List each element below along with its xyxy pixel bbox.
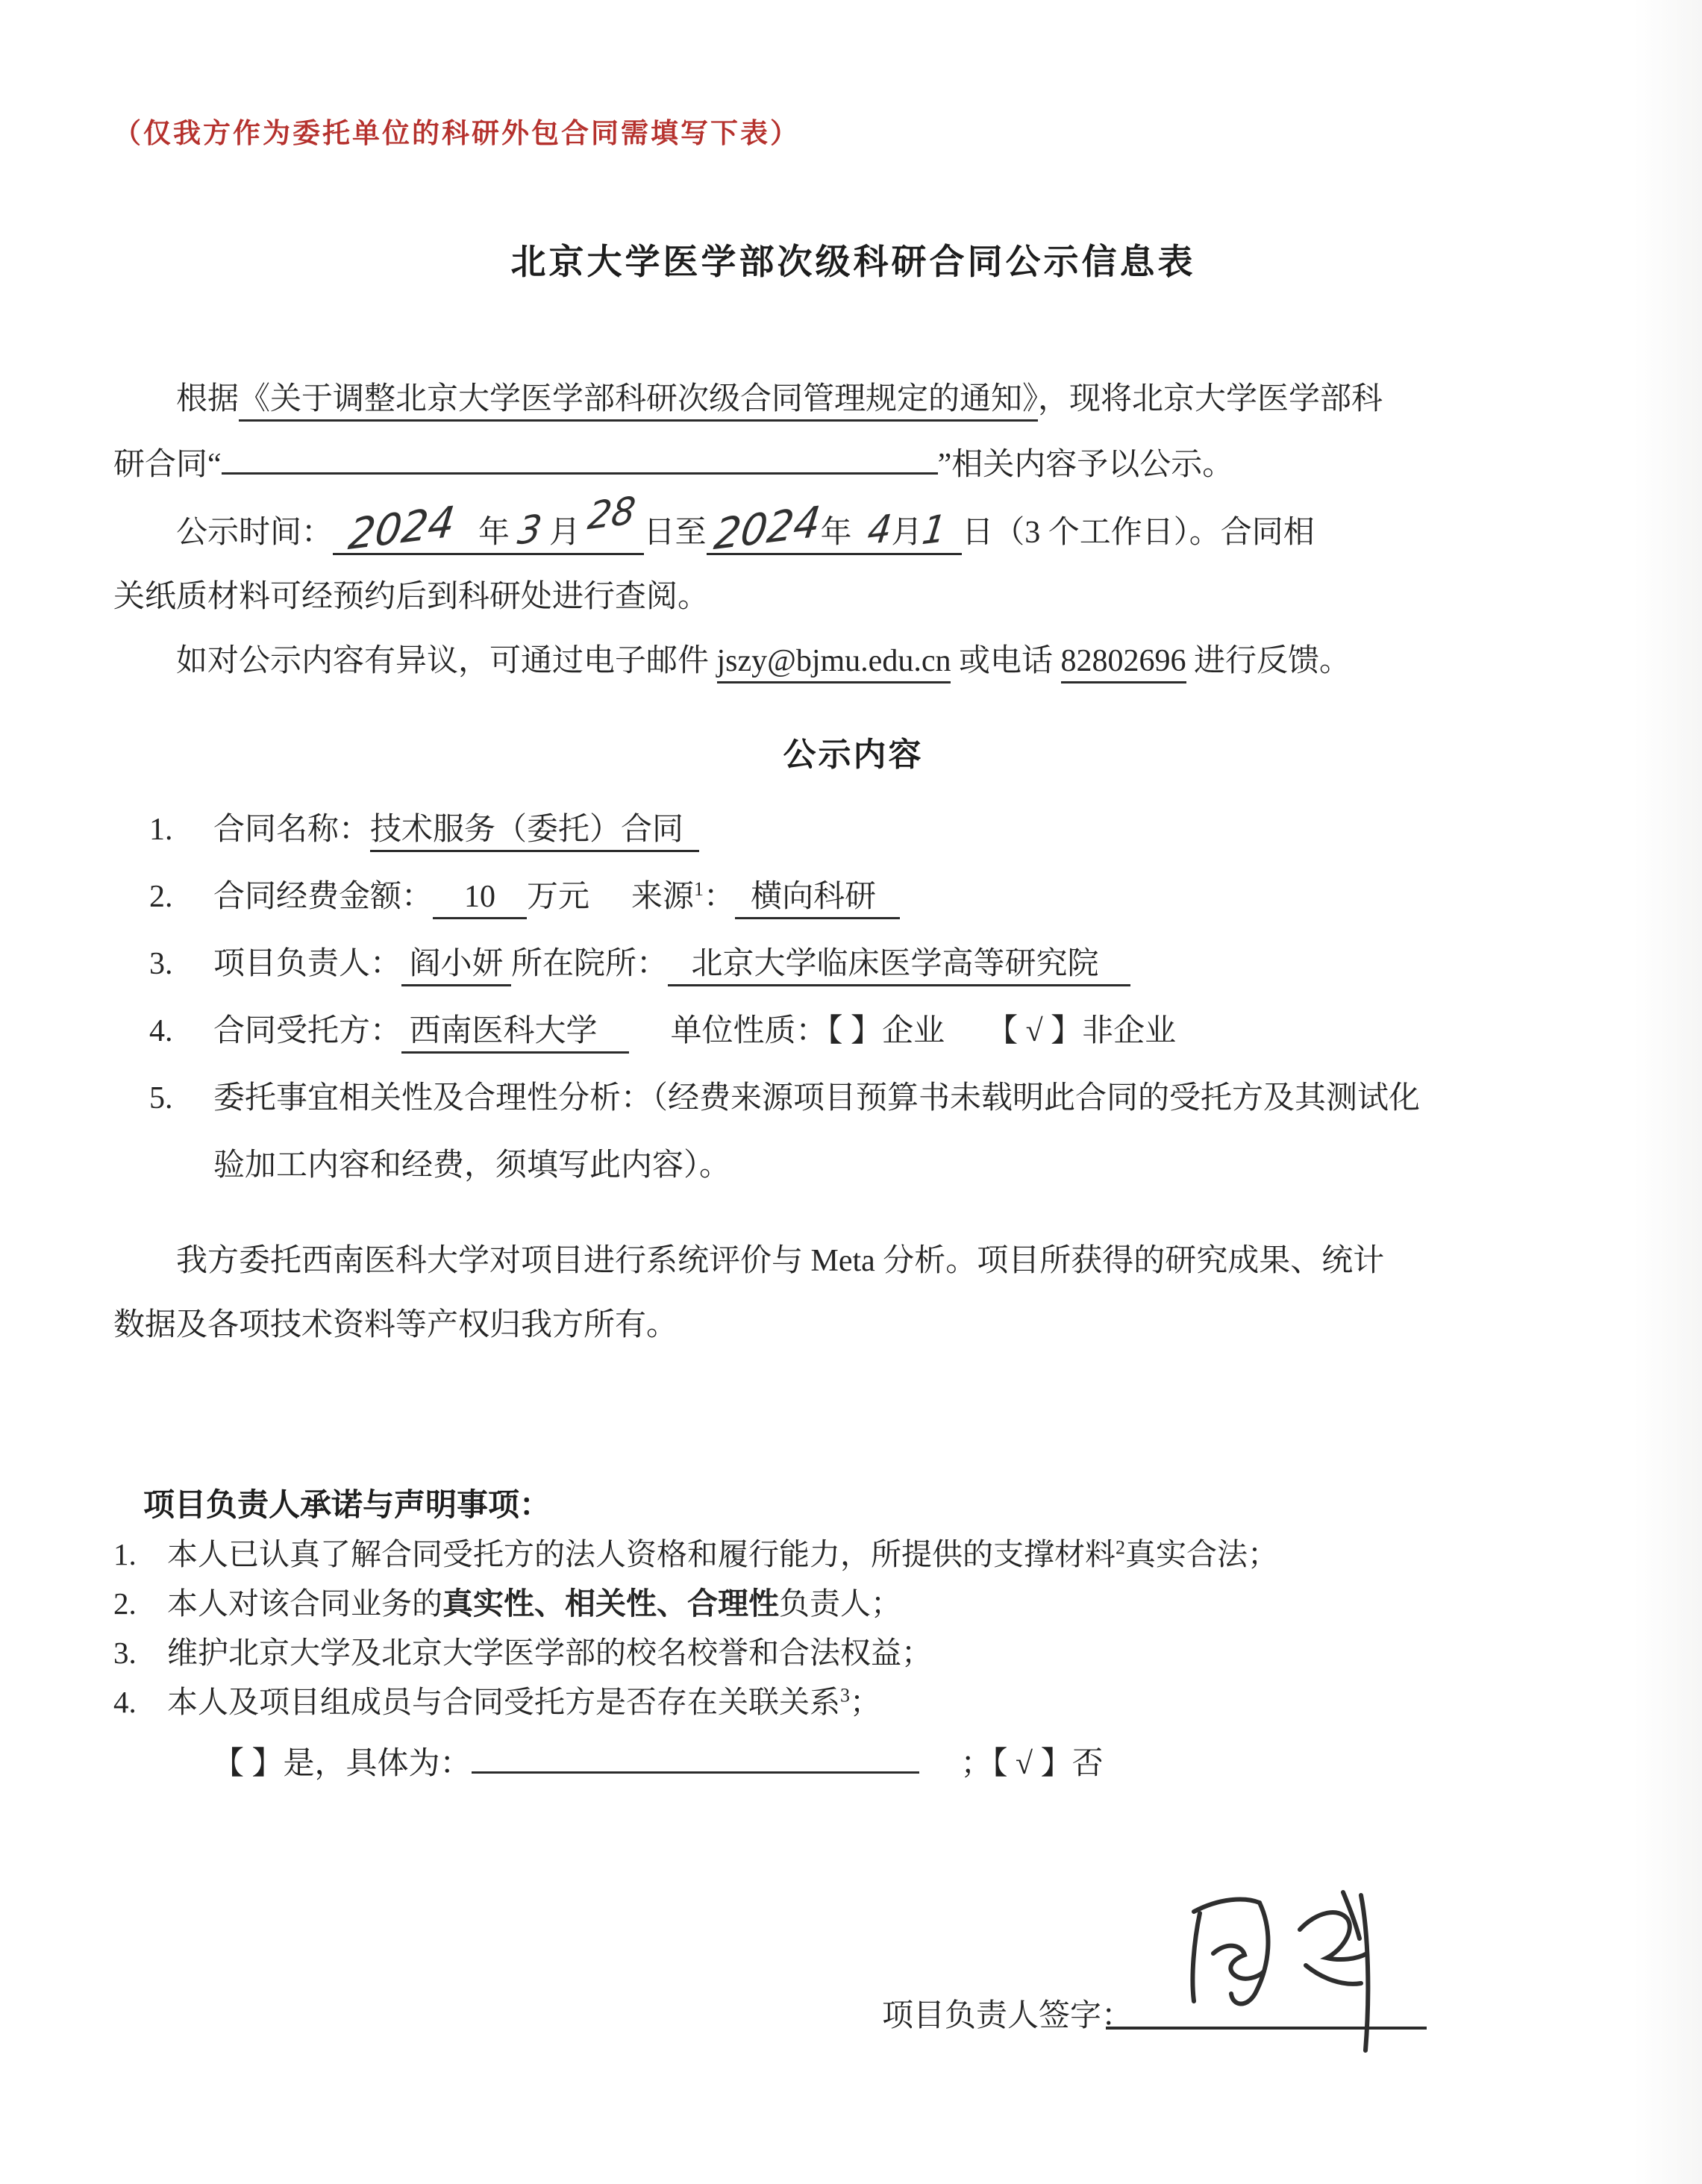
handwritten-day-start: 28 (585, 488, 639, 539)
period-line1-tail: 日（3 个工作日）。合同相 (962, 516, 1315, 550)
decl2-tail: 负责人； (779, 1586, 901, 1621)
item-number: 4. (149, 1014, 173, 1048)
declaration-heading: 项目负责人承诺与声明事项： (143, 1489, 551, 1523)
period-mid: 日至 (643, 516, 707, 550)
unit-month: 月 (548, 516, 581, 550)
no-label: 否 (1071, 1747, 1104, 1781)
item-number: 2. (149, 880, 173, 914)
unit-month: 月 (891, 516, 923, 550)
item-label: 合同经费金额： (213, 880, 434, 914)
funding-amount-value (433, 880, 527, 919)
item-number: 2. (113, 1586, 137, 1621)
institute-label: 所在院所： (511, 947, 669, 981)
funding-source-text: 横向科研 (751, 880, 877, 914)
disclosure-heading: 公示内容 (783, 736, 924, 773)
period-end-blank (707, 497, 963, 560)
intro-paragraph (113, 366, 1593, 498)
checkbox-no-checked: 【 √ 】 (992, 1747, 1072, 1781)
feedback-mid: 或电话 (951, 644, 1061, 678)
decl4-tail: ； (850, 1685, 880, 1719)
option-enterprise: 企业 (882, 1014, 945, 1048)
decl2-pre: 本人对该合同业务的 (167, 1586, 442, 1621)
item-number: 5. (149, 1081, 173, 1116)
declaration-list (113, 1530, 1593, 1727)
relation-semicolon: ； (960, 1747, 992, 1781)
item-number: 1. (149, 813, 173, 847)
feedback-paragraph (113, 629, 1593, 693)
intro-line-1 (113, 366, 1593, 432)
relation-detail-blank (472, 1739, 919, 1774)
unit-year: 年 (478, 516, 510, 550)
checkbox-non-enterprise-checked: 【 √ 】 (986, 1014, 1083, 1048)
footnote-marker-1: 1 (694, 878, 704, 900)
decl3-text: 维护北京大学及北京大学医学部的校名校誉和合法权益； (167, 1636, 932, 1670)
contract-name-text: 技术服务（委托）合同 (370, 813, 684, 847)
contractor-value (401, 1014, 629, 1054)
source-colon: ： (704, 880, 736, 914)
handwritten-month-start: 3 (515, 506, 544, 554)
source-label: 来源 (631, 880, 695, 914)
decl1-tail: 真实合法； (1125, 1537, 1278, 1571)
analysis-item-line-1 (149, 1065, 1593, 1132)
feedback-pre: 如对公示内容有异议，可通过电子邮件 (176, 644, 717, 678)
option-non-enterprise: 非企业 (1082, 1014, 1177, 1048)
yes-label: 是，具体为： (283, 1747, 472, 1781)
pi-name-value (401, 947, 511, 986)
feedback-email: jszy@bjmu.edu.cn (717, 644, 951, 683)
decl1-pre: 本人已认真了解合同受托方的法人资格和履行能力，所提供的支撑材料 (167, 1537, 1116, 1571)
contract-name-value (370, 813, 699, 852)
disclosure-item-contract-name (149, 796, 1593, 863)
handwritten-year-end: 2024 (711, 497, 824, 560)
item-number: 1. (113, 1537, 137, 1571)
footnote-marker-3: 3 (840, 1684, 850, 1706)
declaration-item-1 (113, 1530, 1593, 1579)
item-number: 4. (113, 1685, 137, 1719)
item-label: 项目负责人： (213, 947, 402, 981)
feedback-line (113, 629, 1593, 693)
signature-row (113, 1909, 1593, 2080)
intro-line2-tail: ”相关内容予以公示。 (937, 448, 1234, 482)
contractor-text: 西南医科大学 (409, 1014, 598, 1048)
disclosure-item-analysis (149, 1065, 1593, 1199)
item-number: 3. (113, 1636, 137, 1670)
funding-amount-text: 10 (464, 880, 496, 914)
disclosure-item-pi (149, 930, 1593, 998)
period-label: 公示时间： (176, 516, 334, 550)
decl4-pre: 本人及项目组成员与合同受托方是否存在关联关系 (167, 1685, 840, 1719)
disclosure-item-funding (149, 863, 1593, 930)
analysis-line-1 (113, 1229, 1593, 1293)
handwritten-year-start: 2024 (345, 497, 458, 560)
analysis-line-2: 数据及各项技术资料等产权归我方所有。 (113, 1308, 678, 1342)
period-line-1 (113, 488, 1593, 565)
signature-label: 项目负责人签字： (882, 1999, 1133, 2033)
pi-name-text: 阎小妍 (409, 947, 504, 981)
handwritten-month-end: 4 (865, 506, 894, 554)
page-title: 北京大学医学部次级科研合同公示信息表 (510, 243, 1196, 282)
analysis-paragraph (113, 1229, 1593, 1357)
funding-unit: 万元 (527, 880, 590, 914)
period-paragraph (113, 488, 1593, 629)
funding-source-value (735, 880, 900, 919)
checkbox-yes: 【 】 (213, 1747, 284, 1781)
notice-title-underlined: 《关于调整北京大学医学部科研次级合同管理规定的通知》 (239, 382, 1038, 422)
red-instruction-note: （仅我方作为委托单位的科研外包合同需填写下表） (113, 119, 800, 149)
intro-line2-pre: 研合同“ (113, 448, 222, 482)
declaration-item-3 (113, 1628, 1593, 1677)
analysis-item-line-2: 验加工内容和经费，须填写此内容）。 (213, 1148, 731, 1183)
contract-name-blank (222, 439, 938, 475)
period-line-2: 关纸质材料可经预约后到科研处进行查阅。 (113, 580, 710, 614)
institute-value (668, 947, 1130, 986)
disclosure-item-contractor (149, 998, 1593, 1065)
item-label: 合同受托方： (213, 1014, 402, 1048)
institute-text: 北京大学临床医学高等研究院 (691, 947, 1099, 981)
declaration-item-2 (113, 1579, 1593, 1628)
intro-after-notice: ，现将北京大学医学部科 (1038, 382, 1383, 416)
item-label: 合同名称： (213, 813, 371, 847)
intro-lead: 根据 (176, 382, 240, 416)
feedback-tail: 进行反馈。 (1186, 644, 1351, 678)
disclosure-list (149, 796, 1593, 1199)
declaration-item-4 (113, 1677, 1593, 1727)
handwritten-signature (1173, 1882, 1419, 2068)
relation-answer-line (213, 1737, 1593, 1791)
analysis-item-text-1: 委托事宜相关性及合理性分析：（经费来源项目预算书未载明此合同的受托方及其测试化 (213, 1081, 1421, 1116)
checkbox-enterprise: 【 】 (827, 1014, 883, 1048)
entity-type-label: 单位性质： (670, 1014, 827, 1048)
footnote-marker-2: 2 (1116, 1536, 1125, 1559)
feedback-phone: 82802696 (1061, 644, 1186, 683)
handwritten-day-end: 1 (919, 506, 949, 554)
period-start-blank (333, 488, 643, 560)
analysis-text-1: 我方委托西南医科大学对项目进行系统评价与 Meta 分析。项目所获得的研究成果、统计 (176, 1244, 1385, 1278)
decl2-emphasis: 真实性、相关性、合理性 (442, 1586, 779, 1621)
intro-line-2 (113, 432, 1593, 498)
item-number: 3. (149, 947, 173, 981)
unit-year: 年 (820, 516, 852, 550)
